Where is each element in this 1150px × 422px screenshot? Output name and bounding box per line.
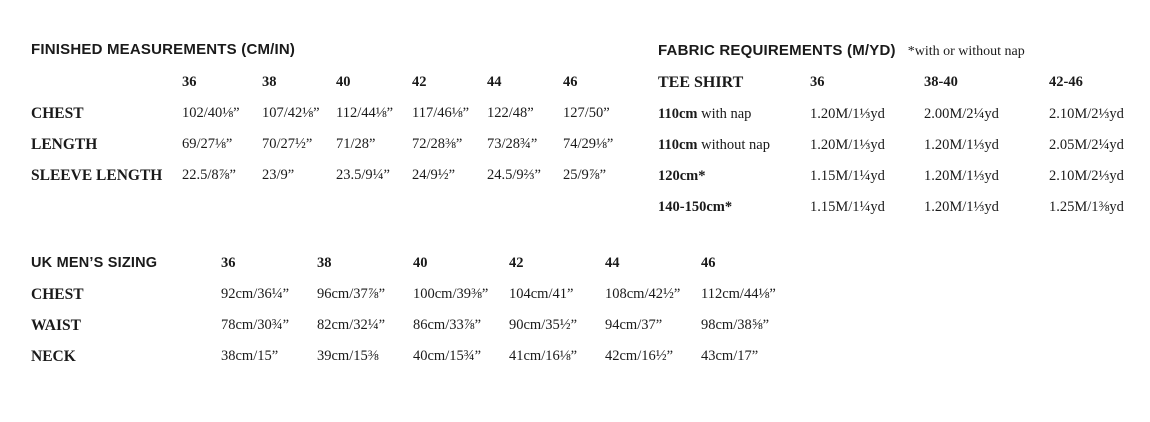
uk-size-value: 43cm/17”: [701, 348, 759, 364]
uk-size-value: 96cm/37⅞”: [317, 286, 386, 302]
size-header-38: 38: [262, 74, 277, 90]
uk-size-value: 104cm/41”: [509, 286, 574, 302]
uk-size-value: 100cm/39⅜”: [413, 286, 489, 302]
fabric-header-garment: TEE SHIRT: [658, 74, 744, 91]
row-label: SLEEVE LENGTH: [31, 167, 163, 184]
uk-row-neck: [31, 348, 811, 368]
fabric-header-38-40: 38-40: [924, 74, 958, 90]
uk-size-header-42: 42: [509, 255, 524, 271]
fabric-amount: 1.25M/1⅜yd: [1049, 199, 1124, 215]
fabric-amount: 1.20M/1⅓yd: [924, 137, 999, 153]
finished-row-chest: [31, 105, 631, 125]
uk-size-header-36: 36: [221, 255, 236, 271]
size-header-42: 42: [412, 74, 427, 90]
measurement-value: 24/9½”: [412, 167, 456, 183]
uk-size-value: 92cm/36¼”: [221, 286, 290, 302]
uk-size-value: 41cm/16⅛”: [509, 348, 578, 364]
fabric-width-label: 110cm without nap: [658, 137, 770, 153]
measurement-value: 24.5/9⅔”: [487, 167, 541, 183]
fabric-row-110-with-nap: [658, 106, 1146, 126]
uk-size-header-46: 46: [701, 255, 716, 271]
finished-measurements-section: [31, 41, 631, 201]
fabric-amount: 1.20M/1⅓yd: [810, 137, 885, 153]
uk-size-value: 112cm/44⅛”: [701, 286, 776, 302]
fabric-nap-note: *with or without nap: [907, 44, 1025, 59]
fabric-amount: 2.10M/2⅓yd: [1049, 168, 1124, 184]
row-label: NECK: [31, 348, 76, 365]
measurement-value: 117/46⅛”: [412, 105, 470, 121]
fabric-title-text: FABRIC REQUIREMENTS (M/YD): [658, 42, 896, 59]
fabric-amount: 2.10M/2⅓yd: [1049, 106, 1124, 122]
uk-size-value: 38cm/15”: [221, 348, 279, 364]
uk-row-chest: [31, 286, 811, 306]
finished-row-sleeve-length: [31, 167, 631, 187]
measurement-value: 127/50”: [563, 105, 610, 121]
fabric-width-label: 110cm with nap: [658, 106, 752, 122]
fabric-requirements-section: [658, 42, 1146, 232]
uk-size-value: 108cm/42½”: [605, 286, 681, 302]
row-label: CHEST: [31, 286, 84, 303]
fabric-requirements-title: [658, 42, 1025, 60]
uk-size-value: 40cm/15¾”: [413, 348, 482, 364]
row-label: WAIST: [31, 317, 81, 334]
measurement-value: 71/28”: [336, 136, 376, 152]
measurement-value: 74/29⅛”: [563, 136, 614, 152]
uk-size-value: 39cm/15⅜: [317, 348, 379, 364]
uk-mens-sizing-section: [31, 255, 811, 380]
fabric-row-140-150: [658, 199, 1146, 219]
fabric-row-120: [658, 168, 1146, 188]
measurement-value: 122/48”: [487, 105, 534, 121]
fabric-amount: 1.15M/1¼yd: [810, 199, 885, 215]
uk-size-value: 42cm/16½”: [605, 348, 674, 364]
measurement-value: 23.5/9¼”: [336, 167, 390, 183]
measurement-value: 69/27⅛”: [182, 136, 233, 152]
fabric-amount: 1.20M/1⅓yd: [924, 168, 999, 184]
fabric-header-42-46: 42-46: [1049, 74, 1083, 90]
fabric-amount: 2.00M/2¼yd: [924, 106, 999, 122]
measurement-value: 72/28⅜”: [412, 136, 463, 152]
uk-size-value: 82cm/32¼”: [317, 317, 386, 333]
fabric-amount: 1.20M/1⅓yd: [810, 106, 885, 122]
uk-size-header-44: 44: [605, 255, 620, 271]
row-label: CHEST: [31, 105, 84, 122]
measurement-value: 22.5/8⅞”: [182, 167, 236, 183]
fabric-header-36: 36: [810, 74, 825, 90]
uk-size-header-row: [31, 255, 811, 275]
measurement-value: 107/42⅛”: [262, 105, 320, 121]
uk-size-value: 98cm/38⅝”: [701, 317, 770, 333]
uk-size-value: 90cm/35½”: [509, 317, 578, 333]
uk-size-header-40: 40: [413, 255, 428, 271]
fabric-width-label: 120cm*: [658, 168, 706, 184]
measurement-value: 70/27½”: [262, 136, 313, 152]
uk-size-header-38: 38: [317, 255, 332, 271]
measurement-value: 23/9”: [262, 167, 295, 183]
size-header-36: 36: [182, 74, 197, 90]
fabric-width-label: 140-150cm*: [658, 199, 733, 215]
measurement-value: 112/44⅛”: [336, 105, 394, 121]
measurement-value: 73/28¾”: [487, 136, 538, 152]
uk-size-value: 78cm/30¾”: [221, 317, 290, 333]
size-header-46: 46: [563, 74, 578, 90]
fabric-row-110-without-nap: [658, 137, 1146, 157]
uk-size-value: 94cm/37”: [605, 317, 663, 333]
fabric-amount: 1.20M/1⅓yd: [924, 199, 999, 215]
size-header-40: 40: [336, 74, 351, 90]
finished-row-length: [31, 136, 631, 156]
row-label: LENGTH: [31, 136, 98, 153]
size-header-44: 44: [487, 74, 502, 90]
finished-measurements-title: FINISHED MEASUREMENTS (CM/IN): [31, 41, 296, 58]
fabric-amount: 1.15M/1¼yd: [810, 168, 885, 184]
uk-size-value: 86cm/33⅞”: [413, 317, 482, 333]
finished-size-header-row: [31, 74, 631, 94]
uk-row-waist: [31, 317, 811, 337]
measurement-value: 25/9⅞”: [563, 167, 607, 183]
fabric-amount: 2.05M/2¼yd: [1049, 137, 1124, 153]
fabric-header-row: [658, 74, 1146, 94]
uk-mens-sizing-title: UK MEN’S SIZING: [31, 255, 158, 271]
measurement-value: 102/40⅛”: [182, 105, 240, 121]
